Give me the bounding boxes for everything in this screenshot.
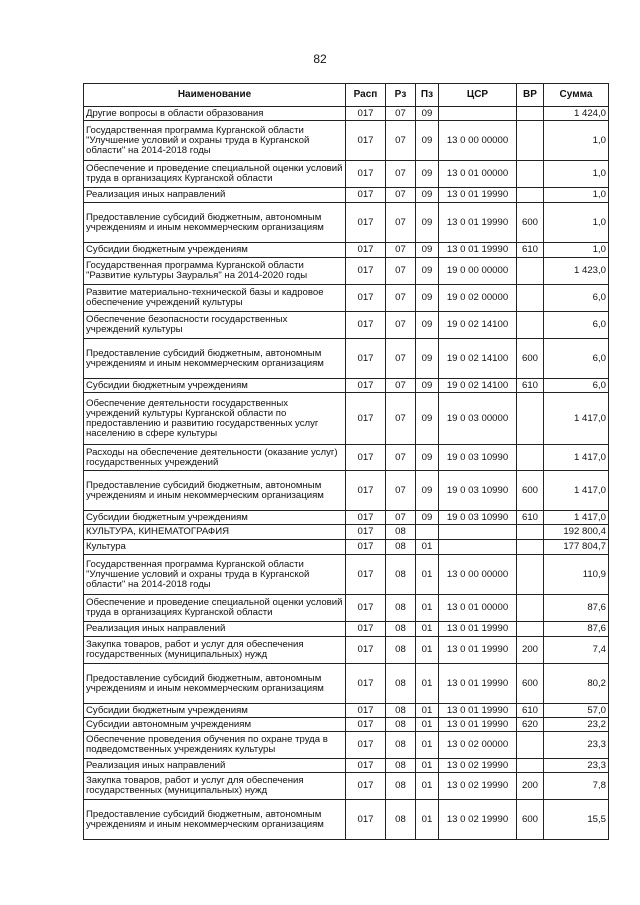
cell-vr: 600 xyxy=(517,800,544,840)
cell-sum: 7,8 xyxy=(544,773,609,800)
cell-sum: 1,0 xyxy=(544,188,609,203)
cell-pz: 09 xyxy=(416,243,439,258)
cell-pz: 09 xyxy=(416,471,439,511)
table-row xyxy=(84,595,609,622)
table-row xyxy=(84,258,609,285)
table-row xyxy=(84,637,609,664)
cell-rasp: 017 xyxy=(346,121,386,161)
cell-sum: 6,0 xyxy=(544,312,609,339)
cell-csr: 13 0 00 00000 xyxy=(439,121,517,161)
cell-rz: 07 xyxy=(386,243,416,258)
cell-sum: 1,0 xyxy=(544,161,609,188)
cell-name: Субсидии бюджетным учреждениям xyxy=(84,243,346,258)
cell-name: Расходы на обеспечение деятельности (оказание услуг) государственных учреждений xyxy=(84,445,346,471)
cell-sum: 7,4 xyxy=(544,637,609,664)
cell-vr: 610 xyxy=(517,511,544,525)
cell-rasp: 017 xyxy=(346,203,386,243)
cell-vr xyxy=(517,258,544,285)
cell-name: Предоставление субсидий бюджетным, автономным учреждениям и иным некоммерческим организациям xyxy=(84,800,346,840)
cell-rz: 08 xyxy=(386,773,416,800)
cell-pz: 09 xyxy=(416,339,439,379)
table-row xyxy=(84,285,609,312)
cell-rz: 07 xyxy=(386,285,416,312)
budget-table xyxy=(83,83,609,840)
cell-rz: 07 xyxy=(386,511,416,525)
page-number: 82 xyxy=(313,52,327,66)
cell-sum: 23,3 xyxy=(544,732,609,759)
cell-rz: 07 xyxy=(386,445,416,471)
cell-pz: 09 xyxy=(416,511,439,525)
table-row xyxy=(84,800,609,840)
cell-pz: 09 xyxy=(416,285,439,312)
cell-pz: 09 xyxy=(416,393,439,445)
cell-vr xyxy=(517,525,544,540)
cell-rz: 08 xyxy=(386,595,416,622)
cell-rz: 08 xyxy=(386,704,416,718)
cell-name: Обеспечение безопасности государственных учреждений культуры xyxy=(84,312,346,339)
cell-csr xyxy=(439,107,517,121)
table-row xyxy=(84,203,609,243)
cell-csr: 19 0 02 14100 xyxy=(439,339,517,379)
cell-name: Предоставление субсидий бюджетным, автономным учреждениям и иным некоммерческим организациям xyxy=(84,203,346,243)
cell-csr: 13 0 01 19990 xyxy=(439,622,517,637)
cell-vr: 200 xyxy=(517,773,544,800)
table-row xyxy=(84,540,609,555)
cell-rasp: 017 xyxy=(346,107,386,121)
cell-rz: 07 xyxy=(386,379,416,393)
table-header-row xyxy=(84,84,609,107)
cell-rasp: 017 xyxy=(346,445,386,471)
cell-csr: 13 0 01 00000 xyxy=(439,161,517,188)
cell-vr: 600 xyxy=(517,203,544,243)
cell-rasp: 017 xyxy=(346,555,386,595)
cell-pz: 09 xyxy=(416,203,439,243)
cell-name: Обеспечение проведения обучения по охране труда в подведомственных учреждениях культуры xyxy=(84,732,346,759)
cell-pz: 09 xyxy=(416,107,439,121)
cell-sum: 1 417,0 xyxy=(544,471,609,511)
cell-name: Реализация иных направлений xyxy=(84,188,346,203)
cell-vr xyxy=(517,445,544,471)
cell-sum: 1,0 xyxy=(544,243,609,258)
cell-rasp: 017 xyxy=(346,759,386,773)
cell-rz: 07 xyxy=(386,188,416,203)
table-row xyxy=(84,339,609,379)
cell-pz: 09 xyxy=(416,161,439,188)
table-row xyxy=(84,393,609,445)
cell-vr: 600 xyxy=(517,339,544,379)
cell-name: Государственная программа Курганской области "Развитие культуры Зауралья" на 2014-2020 годы xyxy=(84,258,346,285)
cell-name: КУЛЬТУРА, КИНЕМАТОГРАФИЯ xyxy=(84,525,346,540)
cell-sum: 87,6 xyxy=(544,595,609,622)
cell-name: Государственная программа Курганской области "Улучшение условий и охраны труда в Курганской области" на 2014-2018 годы xyxy=(84,121,346,161)
cell-rz: 07 xyxy=(386,312,416,339)
table-row xyxy=(84,312,609,339)
table-row xyxy=(84,704,609,718)
cell-name: Субсидии бюджетным учреждениям xyxy=(84,704,346,718)
cell-pz: 01 xyxy=(416,759,439,773)
cell-rasp: 017 xyxy=(346,379,386,393)
cell-sum: 1,0 xyxy=(544,203,609,243)
table-row xyxy=(84,773,609,800)
cell-sum: 6,0 xyxy=(544,285,609,312)
cell-csr: 13 0 01 19990 xyxy=(439,704,517,718)
cell-pz xyxy=(416,525,439,540)
cell-rasp: 017 xyxy=(346,622,386,637)
cell-csr: 13 0 02 00000 xyxy=(439,732,517,759)
cell-name: Обеспечение деятельности государственных учреждений культуры Курганской области по предоставлению и развитию государственных услуг населению в сфере культуры xyxy=(84,393,346,445)
cell-name: Культура xyxy=(84,540,346,555)
cell-sum: 1 423,0 xyxy=(544,258,609,285)
cell-pz: 09 xyxy=(416,445,439,471)
cell-rz: 07 xyxy=(386,339,416,379)
cell-rasp: 017 xyxy=(346,540,386,555)
cell-rasp: 017 xyxy=(346,637,386,664)
cell-pz: 01 xyxy=(416,800,439,840)
cell-vr: 200 xyxy=(517,637,544,664)
cell-rz: 07 xyxy=(386,203,416,243)
cell-name: Реализация иных направлений xyxy=(84,759,346,773)
cell-rasp: 017 xyxy=(346,800,386,840)
table-row xyxy=(84,445,609,471)
table-row xyxy=(84,759,609,773)
cell-pz: 01 xyxy=(416,595,439,622)
cell-sum: 23,2 xyxy=(544,718,609,732)
cell-rz: 07 xyxy=(386,471,416,511)
cell-csr: 13 0 01 19990 xyxy=(439,718,517,732)
cell-csr: 13 0 01 19990 xyxy=(439,243,517,258)
cell-rasp: 017 xyxy=(346,525,386,540)
cell-sum: 87,6 xyxy=(544,622,609,637)
cell-name: Закупка товаров, работ и услуг для обеспечения государственных (муниципальных) нужд xyxy=(84,773,346,800)
cell-rz: 08 xyxy=(386,637,416,664)
cell-pz: 01 xyxy=(416,555,439,595)
cell-name: Субсидии бюджетным учреждениям xyxy=(84,379,346,393)
table-row xyxy=(84,188,609,203)
cell-sum: 23,3 xyxy=(544,759,609,773)
cell-rasp: 017 xyxy=(346,285,386,312)
cell-rz: 07 xyxy=(386,121,416,161)
cell-name: Субсидии автономным учреждениям xyxy=(84,718,346,732)
cell-sum: 1,0 xyxy=(544,121,609,161)
cell-rasp: 017 xyxy=(346,258,386,285)
cell-name: Развитие материально-технической базы и кадровое обеспечение учреждений культуры xyxy=(84,285,346,312)
table-row xyxy=(84,664,609,704)
cell-pz: 01 xyxy=(416,664,439,704)
cell-rz: 07 xyxy=(386,258,416,285)
cell-rz: 08 xyxy=(386,664,416,704)
cell-vr xyxy=(517,595,544,622)
cell-csr: 19 0 03 10990 xyxy=(439,445,517,471)
header-sum: Сумма xyxy=(544,84,609,107)
cell-sum: 110,9 xyxy=(544,555,609,595)
cell-rz: 07 xyxy=(386,161,416,188)
cell-csr: 19 0 03 00000 xyxy=(439,393,517,445)
cell-csr: 19 0 00 00000 xyxy=(439,258,517,285)
cell-name: Другие вопросы в области образования xyxy=(84,107,346,121)
cell-csr: 13 0 01 19990 xyxy=(439,664,517,704)
table-row xyxy=(84,732,609,759)
cell-vr xyxy=(517,759,544,773)
cell-csr: 13 0 01 19990 xyxy=(439,203,517,243)
cell-rz: 08 xyxy=(386,540,416,555)
table-row xyxy=(84,243,609,258)
cell-rasp: 017 xyxy=(346,773,386,800)
cell-rasp: 017 xyxy=(346,161,386,188)
cell-vr xyxy=(517,285,544,312)
cell-pz: 01 xyxy=(416,773,439,800)
cell-vr xyxy=(517,540,544,555)
header-pz: Пз xyxy=(416,84,439,107)
cell-name: Предоставление субсидий бюджетным, автономным учреждениям и иным некоммерческим организациям xyxy=(84,664,346,704)
cell-vr: 600 xyxy=(517,471,544,511)
cell-sum: 192 800,4 xyxy=(544,525,609,540)
cell-rz: 08 xyxy=(386,759,416,773)
cell-pz: 01 xyxy=(416,732,439,759)
cell-name: Предоставление субсидий бюджетным, автономным учреждениям и иным некоммерческим организациям xyxy=(84,339,346,379)
cell-vr: 610 xyxy=(517,243,544,258)
cell-name: Предоставление субсидий бюджетным, автономным учреждениям и иным некоммерческим организациям xyxy=(84,471,346,511)
cell-csr: 19 0 03 10990 xyxy=(439,511,517,525)
table-row xyxy=(84,379,609,393)
cell-vr: 610 xyxy=(517,379,544,393)
cell-sum: 1 417,0 xyxy=(544,393,609,445)
cell-name: Обеспечение и проведение специальной оценки условий труда в организациях Курганской области xyxy=(84,161,346,188)
cell-rasp: 017 xyxy=(346,471,386,511)
cell-sum: 1 424,0 xyxy=(544,107,609,121)
cell-csr: 19 0 02 14100 xyxy=(439,312,517,339)
cell-vr xyxy=(517,393,544,445)
cell-vr: 600 xyxy=(517,664,544,704)
cell-vr xyxy=(517,161,544,188)
cell-rasp: 017 xyxy=(346,718,386,732)
cell-rasp: 017 xyxy=(346,732,386,759)
header-rasp: Расп xyxy=(346,84,386,107)
cell-pz: 09 xyxy=(416,121,439,161)
cell-rz: 08 xyxy=(386,718,416,732)
cell-vr xyxy=(517,312,544,339)
cell-rasp: 017 xyxy=(346,595,386,622)
table-row xyxy=(84,525,609,540)
table-row xyxy=(84,511,609,525)
cell-rz: 08 xyxy=(386,555,416,595)
cell-pz: 09 xyxy=(416,258,439,285)
header-name: Наименование xyxy=(84,84,346,107)
cell-name: Закупка товаров, работ и услуг для обеспечения государственных (муниципальных) нужд xyxy=(84,637,346,664)
header-vr: ВР xyxy=(517,84,544,107)
cell-rasp: 017 xyxy=(346,188,386,203)
cell-sum: 1 417,0 xyxy=(544,511,609,525)
cell-sum: 57,0 xyxy=(544,704,609,718)
cell-pz: 09 xyxy=(416,312,439,339)
cell-sum: 1 417,0 xyxy=(544,445,609,471)
cell-csr: 13 0 01 19990 xyxy=(439,637,517,664)
cell-vr: 610 xyxy=(517,704,544,718)
cell-rz: 07 xyxy=(386,107,416,121)
cell-pz: 09 xyxy=(416,188,439,203)
cell-csr: 13 0 01 19990 xyxy=(439,188,517,203)
cell-name: Реализация иных направлений xyxy=(84,622,346,637)
cell-sum: 6,0 xyxy=(544,339,609,379)
table-row xyxy=(84,161,609,188)
cell-rasp: 017 xyxy=(346,393,386,445)
cell-rasp: 017 xyxy=(346,312,386,339)
cell-pz: 01 xyxy=(416,718,439,732)
cell-vr xyxy=(517,107,544,121)
cell-pz: 01 xyxy=(416,704,439,718)
cell-rasp: 017 xyxy=(346,339,386,379)
table-row xyxy=(84,471,609,511)
cell-rasp: 017 xyxy=(346,704,386,718)
table-row xyxy=(84,555,609,595)
cell-csr: 19 0 03 10990 xyxy=(439,471,517,511)
cell-rz: 08 xyxy=(386,622,416,637)
cell-rasp: 017 xyxy=(346,511,386,525)
table-row xyxy=(84,622,609,637)
cell-rasp: 017 xyxy=(346,243,386,258)
cell-sum: 177 804,7 xyxy=(544,540,609,555)
cell-vr xyxy=(517,555,544,595)
cell-rz: 08 xyxy=(386,732,416,759)
cell-pz: 01 xyxy=(416,540,439,555)
table-row xyxy=(84,107,609,121)
cell-csr: 13 0 00 00000 xyxy=(439,555,517,595)
cell-name: Государственная программа Курганской области "Улучшение условий и охраны труда в Курганской области" на 2014-2018 годы xyxy=(84,555,346,595)
cell-vr xyxy=(517,732,544,759)
header-csr: ЦСР xyxy=(439,84,517,107)
cell-sum: 15,5 xyxy=(544,800,609,840)
cell-csr: 13 0 01 00000 xyxy=(439,595,517,622)
cell-vr xyxy=(517,622,544,637)
cell-name: Субсидии бюджетным учреждениям xyxy=(84,511,346,525)
cell-csr: 13 0 02 19990 xyxy=(439,773,517,800)
cell-pz: 01 xyxy=(416,622,439,637)
cell-name: Обеспечение и проведение специальной оценки условий труда в организациях Курганской области xyxy=(84,595,346,622)
cell-rz: 08 xyxy=(386,800,416,840)
cell-vr: 620 xyxy=(517,718,544,732)
cell-rasp: 017 xyxy=(346,664,386,704)
cell-vr xyxy=(517,188,544,203)
cell-csr xyxy=(439,525,517,540)
cell-sum: 6,0 xyxy=(544,379,609,393)
cell-vr xyxy=(517,121,544,161)
cell-pz: 01 xyxy=(416,637,439,664)
cell-csr xyxy=(439,540,517,555)
cell-rz: 08 xyxy=(386,525,416,540)
cell-sum: 80,2 xyxy=(544,664,609,704)
cell-pz: 09 xyxy=(416,379,439,393)
cell-csr: 13 0 02 19990 xyxy=(439,759,517,773)
cell-csr: 19 0 02 00000 xyxy=(439,285,517,312)
cell-rz: 07 xyxy=(386,393,416,445)
cell-csr: 13 0 02 19990 xyxy=(439,800,517,840)
cell-csr: 19 0 02 14100 xyxy=(439,379,517,393)
table-row xyxy=(84,121,609,161)
table-row xyxy=(84,718,609,732)
header-rz: Рз xyxy=(386,84,416,107)
